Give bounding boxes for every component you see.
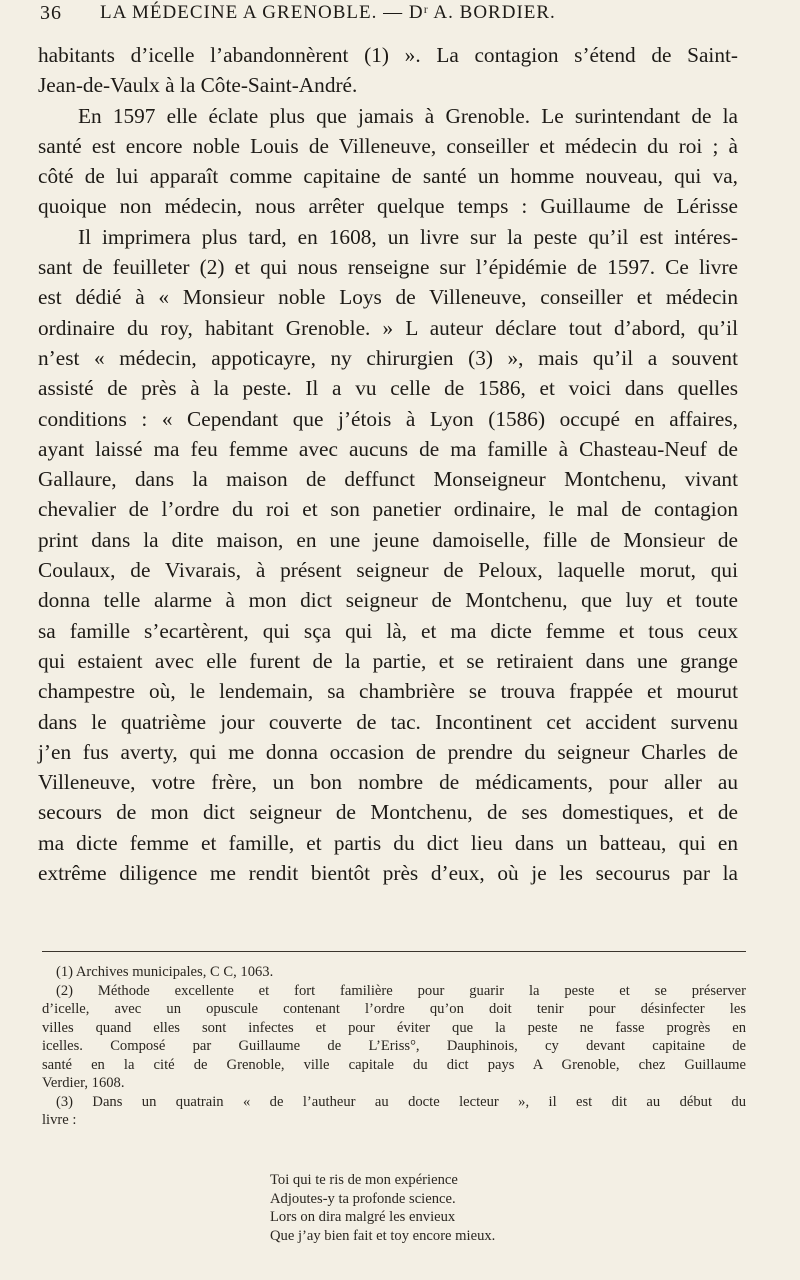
- footnote-line: (3) Dans un quatrain « de l’autheur au docte lecteur », il est dit au début du: [56, 1093, 746, 1110]
- footnote-line: icelles. Composé par Guillaume de L’Eriss°, Dauphinois, cy devant capitaine de: [42, 1038, 746, 1054]
- footnote-divider: [42, 951, 746, 952]
- page-number: 36: [40, 2, 62, 24]
- text-line: ma dicte femme et famille, et partis du dict lieu dans un batteau, qui en: [38, 830, 738, 855]
- text-line: côté de lui apparaît comme capitaine de santé un homme nouveau, qui va,: [38, 164, 738, 189]
- text-line: extrême diligence me rendit bientôt près d’eux, où je les secourus par la: [38, 861, 738, 886]
- text-line: ordinaire du roy, habitant Grenoble. » L auteur déclare tout d’abord, qu’il: [38, 315, 738, 340]
- text-line: j’en fus averty, qui me donna occasion de prendre du seigneur Charles de: [38, 739, 738, 764]
- footnote-line: Verdier, 1608.: [42, 1075, 125, 1091]
- text-line: ayant laissé ma feu femme avec aucuns de ma famille à Chasteau-Neuf de: [38, 436, 738, 461]
- poem-line: Que j’ay bien fait et toy encore mieux.: [270, 1227, 496, 1244]
- poem-line: Adjoutes-y ta profonde science.: [270, 1190, 456, 1207]
- text-line: conditions : « Cependant que j’étois à Lyon (1586) occupé en affaires,: [38, 406, 738, 431]
- footnote-line: (2) Méthode excellente et fort familière pour guarir la peste et se préserver: [56, 982, 746, 999]
- text-line: sa famille s’ecartèrent, qui sça qui là, et ma dicte femme et tous ceux: [38, 618, 738, 643]
- text-line: qui estaient avec elle furent de la partie, et se retiraient dans une grange: [38, 648, 738, 673]
- text-line: chevalier de l’ordre du roi et son panetier ordinaire, le mal de contagion: [38, 497, 738, 522]
- footnote-line: santé en la cité de Grenoble, ville capitale du dict pays A Grenoble, chez Guillaume: [42, 1056, 746, 1073]
- text-line: habitants d’icelle l’abandonnèrent (1) ». La contagion s’étend de Saint-: [38, 43, 738, 67]
- text-line: dans le quatrième jour couverte de tac. Incontinent cet accident survenu: [38, 709, 738, 734]
- text-line: quoique non médecin, nous arrêter quelque temps : Guillaume de Lérisse: [38, 194, 738, 219]
- text-line: assisté de près à la peste. Il a vu celle de 1586, et voici dans quelles: [38, 376, 738, 401]
- quatrain: [270, 1171, 670, 1245]
- page-header: [40, 2, 770, 42]
- text-line: champestre où, le lendemain, sa chambrière se trouva frappée et mourut: [38, 679, 738, 704]
- text-line: Gallaure, dans la maison de deffunct Monseigneur Montchenu, vivant: [38, 467, 738, 492]
- text-line: En 1597 elle éclate plus que jamais à Grenoble. Le surintendant de la: [78, 103, 738, 128]
- text-line: sant de feuilleter (2) et qui nous renseigne sur l’épidémie de 1597. Ce livre: [38, 255, 738, 280]
- text-line: est dédié à « Monsieur noble Loys de Villeneuve, conseiller et médecin: [38, 285, 738, 310]
- poem-line: Lors on dira malgré les envieux: [270, 1209, 456, 1225]
- text-line: Villeneuve, votre frère, un bon nombre de médicaments, pour aller au: [38, 770, 738, 795]
- running-title: LA MÉDECINE A GRENOBLE. — Dʳ A. BORDIER.: [100, 2, 556, 23]
- footnote-line: villes quand elles sont infectes et pour éviter que la peste ne fasse progrès en: [42, 1019, 746, 1036]
- text-line: Il imprimera plus tard, en 1608, un livre sur la peste qu’il est intéres-: [78, 224, 738, 249]
- text-line: Jean-de-Vaulx à la Côte-Saint-André.: [38, 73, 358, 98]
- footnote-line: d’icelle, avec un opuscule contenant l’ordre qu’on doit tenir pour désinfecter les: [42, 1001, 746, 1017]
- footnote-line: livre :: [42, 1112, 77, 1128]
- text-line: n’est « médecin, appoticayre, ny chirurgien (3) », mais qu’il a souvent: [38, 345, 738, 370]
- text-line: secours de mon dict seigneur de Montchenu, de ses domestiques, et de: [38, 800, 738, 825]
- text-line: print dans la dite maison, en une jeune damoiselle, fille de Monsieur de: [38, 527, 738, 552]
- footnote-line: (1) Archives municipales, C C, 1063.: [56, 964, 274, 980]
- text-line: santé est encore noble Louis de Villeneuve, conseiller et médecin du roi ; à: [38, 133, 738, 158]
- text-line: donna telle alarme à mon dict seigneur de Montchenu, que luy et toute: [38, 588, 738, 613]
- poem-line: Toi qui te ris de mon expérience: [270, 1172, 458, 1188]
- main-text: [38, 40, 738, 888]
- footnotes: [42, 963, 746, 1130]
- text-line: Coulaux, de Vivarais, à présent seigneur de Peloux, laquelle morut, qui: [38, 558, 738, 583]
